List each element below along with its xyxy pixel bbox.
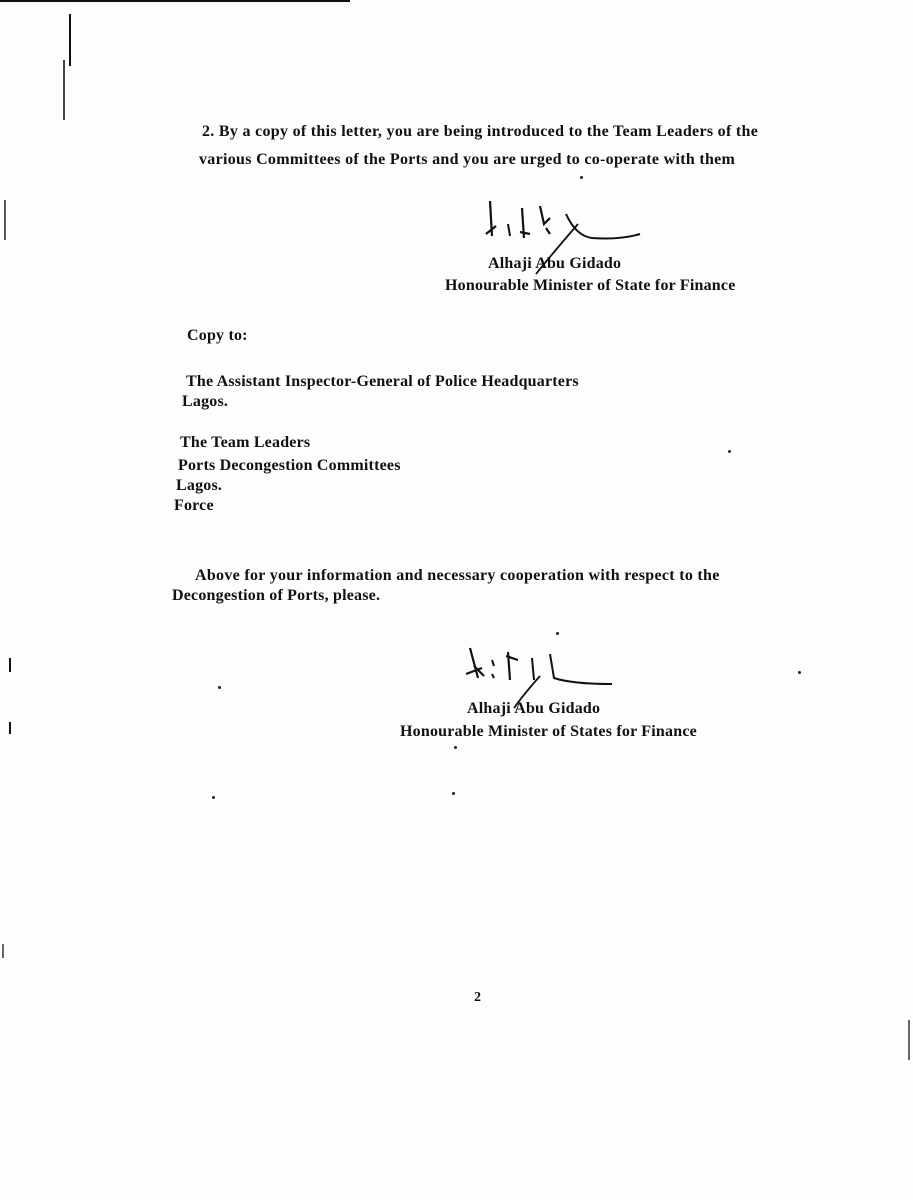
- scan-speck: [212, 796, 215, 799]
- copy-to-heading: Copy to:: [187, 327, 248, 344]
- scan-left-edge-mark: [4, 200, 6, 240]
- scan-left-edge-mark: [9, 658, 11, 672]
- closing-line-2: Decongestion of Ports, please.: [172, 587, 381, 604]
- scan-left-edge-line: [69, 14, 71, 66]
- signature-2-name: Alhaji Abu Gidado: [467, 700, 601, 717]
- copy-to-recipient-2-line-4: Force: [174, 497, 214, 514]
- scan-left-edge-mark: [9, 722, 11, 734]
- page-number: 2: [474, 990, 482, 1005]
- scan-speck: [218, 686, 221, 689]
- scan-speck: [556, 632, 559, 635]
- scan-speck: [798, 671, 801, 674]
- copy-to-recipient-2-line-2: Ports Decongestion Committees: [178, 457, 401, 474]
- scan-right-edge-mark: [908, 1020, 910, 1060]
- copy-to-recipient-1-line-2: Lagos.: [182, 393, 229, 410]
- signature-1-title: Honourable Minister of State for Finance: [445, 277, 736, 294]
- scan-speck: [728, 450, 731, 453]
- scan-left-edge-line: [63, 60, 65, 120]
- signature-2-title: Honourable Minister of States for Finance: [400, 723, 697, 740]
- scan-left-edge-mark: [2, 944, 4, 958]
- copy-to-recipient-2-line-1: The Team Leaders: [180, 434, 311, 451]
- signature-1-name: Alhaji Abu Gidado: [488, 255, 622, 272]
- paragraph-2-line-1: 2. By a copy of this letter, you are being introduced to the Team Leaders of the: [202, 123, 759, 140]
- paragraph-2-line-2: various Committees of the Ports and you are urged to co-operate with them: [199, 151, 736, 168]
- copy-to-recipient-1-line-1: The Assistant Inspector-General of Police Headquarters: [186, 373, 579, 390]
- scan-speck: [580, 176, 583, 179]
- copy-to-recipient-2-line-3: Lagos.: [176, 477, 223, 494]
- closing-line-1: Above for your information and necessary cooperation with respect to the: [195, 567, 720, 584]
- scan-speck: [454, 746, 457, 749]
- scan-top-border: [0, 0, 350, 2]
- scan-speck: [452, 792, 455, 795]
